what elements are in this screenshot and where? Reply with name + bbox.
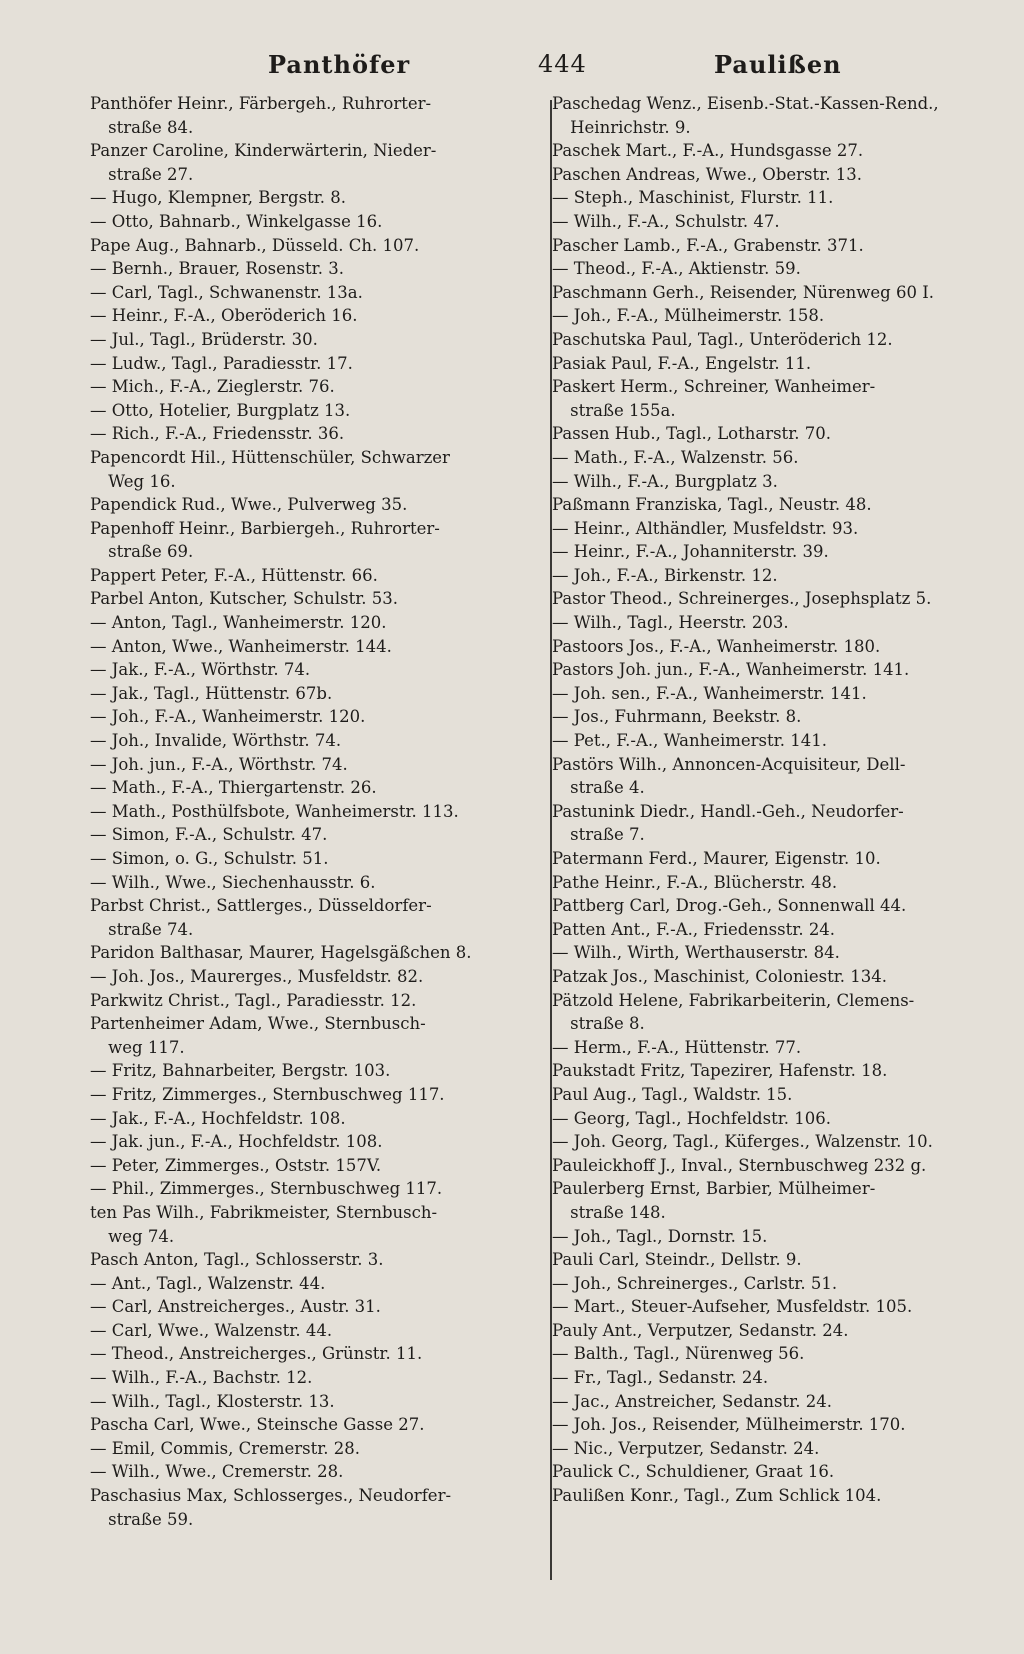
entry-text: — Simon, F.-A., Schulstr. 47.	[90, 825, 328, 845]
entry-text: Paschutska Paul, Tagl., Unteröderich 12.	[552, 329, 893, 349]
entry-text: — Theod., Anstreicherges., Grünstr. 11.	[90, 1344, 423, 1364]
entry-text: Patzak Jos., Maschinist, Coloniestr. 134.	[552, 966, 888, 986]
entry-text: — Steph., Maschinist, Flurstr. 11.	[552, 188, 834, 208]
entry-text: Paschasius Max, Schlosserges., Neudorfer-	[90, 1486, 452, 1506]
entry-text: Pauleickhoff J., Inval., Sternbuschweg 232 g.	[552, 1155, 927, 1175]
entry-text: — Wilh., F.-A., Schulstr. 47.	[552, 211, 780, 231]
entry-text: Papendick Rud., Wwe., Pulverweg 35.	[90, 495, 408, 515]
directory-entry	[552, 941, 1002, 965]
directory-entry	[552, 1390, 1002, 1414]
entry-text: Paridon Balthasar, Maurer, Hagelsgäßchen 8.	[90, 943, 472, 963]
entry-text: — Heinr., F.-A., Oberöderich 16.	[90, 306, 358, 326]
directory-entry	[90, 1295, 535, 1319]
directory-entry	[90, 1083, 535, 1107]
entry-text: Paschek Mart., F.-A., Hundsgasse 27.	[552, 141, 864, 161]
entry-text: — Jak., Tagl., Hüttenstr. 67b.	[90, 683, 333, 703]
entry-text: — Anton, Tagl., Wanheimerstr. 120.	[90, 613, 387, 633]
directory-entry	[552, 470, 1002, 494]
entry-text: Pauly Ant., Verputzer, Sedanstr. 24.	[552, 1320, 849, 1340]
directory-entry	[90, 1460, 535, 1484]
entry-text: — Anton, Wwe., Wanheimerstr. 144.	[90, 636, 392, 656]
directory-entry	[552, 918, 1002, 942]
directory-entry	[552, 1319, 1002, 1343]
directory-entry	[90, 517, 535, 564]
directory-entry	[90, 375, 535, 399]
directory-entry	[90, 1437, 535, 1461]
entry-text: — Wilh., F.-A., Burgplatz 3.	[552, 471, 778, 491]
entry-text: — Fritz, Zimmerges., Sternbuschweg 117.	[90, 1084, 445, 1104]
directory-entry	[90, 1012, 535, 1059]
directory-entry	[90, 729, 535, 753]
left-column	[90, 92, 535, 1531]
directory-entry	[552, 871, 1002, 895]
directory-entry	[552, 1248, 1002, 1272]
directory-entry	[552, 894, 1002, 918]
directory-entry	[552, 517, 1002, 541]
entry-text: — Math., Posthülfsbote, Wanheimerstr. 113.	[90, 801, 459, 821]
entry-continuation: weg 74.	[108, 1226, 175, 1246]
directory-entry	[552, 989, 1002, 1036]
entry-text: Parkwitz Christ., Tagl., Paradiesstr. 12.	[90, 990, 417, 1010]
entry-continuation: straße 69.	[108, 542, 194, 562]
directory-entry	[552, 1460, 1002, 1484]
entry-text: — Peter, Zimmerges., Oststr. 157V.	[90, 1155, 382, 1175]
directory-entry	[90, 611, 535, 635]
directory-entry	[552, 1225, 1002, 1249]
entry-text: — Carl, Tagl., Schwanenstr. 13a.	[90, 282, 363, 302]
directory-entry	[552, 446, 1002, 470]
directory-entry	[90, 281, 535, 305]
directory-entry	[90, 1366, 535, 1390]
directory-entry	[90, 446, 535, 493]
entry-text: Paschmann Gerh., Reisender, Nürenweg 60 I.	[552, 282, 934, 302]
directory-entry	[90, 304, 535, 328]
directory-entry	[90, 753, 535, 777]
entry-text: Panzer Caroline, Kinderwärterin, Nieder-	[90, 141, 437, 161]
directory-entry	[552, 234, 1002, 258]
directory-entry	[90, 965, 535, 989]
entry-text: — Carl, Wwe., Walzenstr. 44.	[90, 1320, 333, 1340]
entry-text: Pascher Lamb., F.-A., Grabenstr. 371.	[552, 235, 864, 255]
running-head-left: Panthöfer	[268, 50, 411, 79]
entry-text: — Joh., Schreinerges., Carlstr. 51.	[552, 1273, 838, 1293]
directory-entry	[552, 1437, 1002, 1461]
directory-entry	[552, 1107, 1002, 1131]
directory-entry	[90, 1413, 535, 1437]
entry-text: Paulick C., Schuldiener, Graat 16.	[552, 1462, 835, 1482]
entry-text: — Wilh., F.-A., Bachstr. 12.	[90, 1368, 313, 1388]
directory-entry	[90, 1272, 535, 1296]
entry-continuation: Heinrichstr. 9.	[570, 117, 691, 137]
entry-text: Pastors Joh. jun., F.-A., Wanheimerstr. 141.	[552, 660, 910, 680]
entry-text: Patermann Ferd., Maurer, Eigenstr. 10.	[552, 849, 881, 868]
directory-entry	[552, 1083, 1002, 1107]
directory-entry	[90, 871, 535, 895]
entry-continuation: straße 155a.	[570, 400, 676, 420]
directory-entry	[90, 800, 535, 824]
entry-text: Pauli Carl, Steindr., Dellstr. 9.	[552, 1250, 802, 1270]
entry-continuation: Weg 16.	[108, 471, 176, 491]
entry-text: — Rich., F.-A., Friedensstr. 36.	[90, 424, 345, 444]
entry-continuation: straße 148.	[570, 1202, 666, 1222]
directory-entry	[552, 1272, 1002, 1296]
entry-text: — Balth., Tagl., Nürenweg 56.	[552, 1344, 805, 1364]
directory-entry	[552, 1177, 1002, 1224]
directory-entry	[90, 493, 535, 517]
entry-text: — Jac., Anstreicher, Sedanstr. 24.	[552, 1391, 832, 1411]
entry-text: — Joh., Invalide, Wörthstr. 74.	[90, 731, 342, 751]
entry-text: — Jak., F.-A., Hochfeldstr. 108.	[90, 1108, 346, 1128]
entry-text: Paschen Andreas, Wwe., Oberstr. 13.	[552, 164, 862, 184]
entry-continuation: straße 84.	[108, 117, 194, 137]
entry-text: Patten Ant., F.-A., Friedensstr. 24.	[552, 919, 836, 939]
directory-entry	[552, 705, 1002, 729]
directory-entry	[552, 375, 1002, 422]
entry-text: — Joh. Jos., Maurerges., Musfeldstr. 82.	[90, 966, 424, 986]
entry-text: Paßmann Franziska, Tagl., Neustr. 48.	[552, 495, 872, 515]
directory-entry	[90, 1342, 535, 1366]
directory-entry	[552, 800, 1002, 847]
entry-text: — Bernh., Brauer, Rosenstr. 3.	[90, 259, 344, 279]
entry-text: — Herm., F.-A., Hüttenstr. 77.	[552, 1037, 802, 1057]
entry-text: — Otto, Hotelier, Burgplatz 13.	[90, 400, 351, 420]
directory-entry	[552, 564, 1002, 588]
entry-text: Paschedag Wenz., Eisenb.-Stat.-Kassen-Rend.,	[552, 94, 939, 113]
entry-text: — Wilh., Wwe., Siechenhausstr. 6.	[90, 872, 376, 892]
directory-entry	[90, 92, 535, 139]
entry-text: — Mart., Steuer-Aufseher, Musfeldstr. 105.	[552, 1297, 913, 1317]
directory-entry	[552, 1342, 1002, 1366]
right-column	[552, 92, 1002, 1508]
entry-text: — Joh., Tagl., Dornstr. 15.	[552, 1226, 768, 1246]
entry-text: — Simon, o. G., Schulstr. 51.	[90, 849, 329, 868]
entry-text: ten Pas Wilh., Fabrikmeister, Sternbusch-	[90, 1202, 438, 1222]
entry-text: — Theod., F.-A., Aktienstr. 59.	[552, 259, 801, 279]
entry-text: Pasch Anton, Tagl., Schlosserstr. 3.	[90, 1250, 384, 1270]
entry-text: — Emil, Commis, Cremerstr. 28.	[90, 1438, 361, 1458]
entry-text: Pastörs Wilh., Annoncen-Acquisiteur, Dell-	[552, 754, 906, 774]
directory-entry	[90, 941, 535, 965]
entry-text: Pastor Theod., Schreinerges., Josephsplatz 5.	[552, 589, 932, 609]
entry-continuation: weg 117.	[108, 1037, 185, 1057]
entry-text: Passen Hub., Tagl., Lotharstr. 70.	[552, 424, 831, 444]
directory-entry	[552, 304, 1002, 328]
entry-text: Pätzold Helene, Fabrikarbeiterin, Clemens-	[552, 990, 915, 1010]
directory-entry	[552, 1154, 1002, 1178]
directory-entry	[552, 965, 1002, 989]
entry-text: Panthöfer Heinr., Färbergeh., Ruhrorter-	[90, 94, 432, 113]
entry-text: Parbel Anton, Kutscher, Schulstr. 53.	[90, 589, 399, 609]
entry-text: — Joh. Georg, Tagl., Küferges., Walzenstr. 10.	[552, 1132, 933, 1152]
directory-entry	[90, 186, 535, 210]
entry-text: — Jos., Fuhrmann, Beekstr. 8.	[552, 707, 802, 727]
directory-entry	[90, 587, 535, 611]
entry-text: — Math., F.-A., Thiergartenstr. 26.	[90, 778, 377, 798]
entry-text: Paukstadt Fritz, Tapezirer, Hafenstr. 18.	[552, 1061, 888, 1081]
entry-text: Papenhoff Heinr., Barbiergeh., Ruhrorter-	[90, 518, 440, 538]
directory-entry	[90, 1201, 535, 1248]
directory-entry	[552, 1130, 1002, 1154]
entry-text: Pape Aug., Bahnarb., Düsseld. Ch. 107.	[90, 235, 420, 255]
directory-entry	[552, 328, 1002, 352]
entry-text: — Joh., F.-A., Wanheimerstr. 120.	[90, 707, 366, 727]
entry-text: — Jak., F.-A., Wörthstr. 74.	[90, 660, 311, 680]
page-number: 444	[538, 50, 587, 78]
directory-entry	[90, 564, 535, 588]
directory-entry	[552, 753, 1002, 800]
directory-entry	[90, 1390, 535, 1414]
directory-entry	[90, 1177, 535, 1201]
entry-continuation: straße 59.	[108, 1509, 194, 1529]
entry-text: — Mich., F.-A., Zieglerstr. 76.	[90, 377, 335, 397]
entry-text: — Wilh., Wwe., Cremerstr. 28.	[90, 1462, 344, 1482]
directory-entry	[90, 328, 535, 352]
entry-text: Pattberg Carl, Drog.-Geh., Sonnenwall 44.	[552, 896, 907, 916]
entry-text: — Carl, Anstreicherges., Austr. 31.	[90, 1297, 381, 1317]
directory-entry	[90, 1484, 535, 1531]
entry-text: — Joh. jun., F.-A., Wörthstr. 74.	[90, 754, 348, 774]
entry-text: Paskert Herm., Schreiner, Wanheimer-	[552, 377, 876, 397]
directory-entry	[90, 1248, 535, 1272]
entry-text: — Hugo, Klempner, Bergstr. 8.	[90, 188, 347, 208]
directory-entry	[90, 352, 535, 376]
entry-continuation: straße 8.	[570, 1014, 645, 1034]
entry-text: — Fritz, Bahnarbeiter, Bergstr. 103.	[90, 1061, 391, 1081]
directory-entry	[552, 352, 1002, 376]
directory-entry	[90, 139, 535, 186]
entry-text: Paul Aug., Tagl., Waldstr. 15.	[552, 1084, 793, 1104]
directory-entry	[90, 705, 535, 729]
directory-entry	[552, 1295, 1002, 1319]
directory-entry	[552, 281, 1002, 305]
entry-text: Paulißen Konr., Tagl., Zum Schlick 104.	[552, 1486, 882, 1506]
directory-entry	[90, 894, 535, 941]
entry-text: — Otto, Bahnarb., Winkelgasse 16.	[90, 211, 383, 231]
entry-continuation: straße 4.	[570, 778, 645, 798]
entry-text: — Joh., F.-A., Birkenstr. 12.	[552, 565, 778, 585]
directory-entry	[552, 422, 1002, 446]
directory-entry	[90, 210, 535, 234]
entry-text: — Ludw., Tagl., Paradiesstr. 17.	[90, 353, 353, 373]
entry-text: — Jul., Tagl., Brüderstr. 30.	[90, 329, 318, 349]
entry-text: — Math., F.-A., Walzenstr. 56.	[552, 447, 799, 467]
directory-entry	[552, 635, 1002, 659]
directory-entry	[552, 186, 1002, 210]
entry-text: Paulerberg Ernst, Barbier, Mülheimer-	[552, 1179, 876, 1199]
entry-text: — Pet., F.-A., Wanheimerstr. 141.	[552, 731, 827, 751]
directory-entry	[552, 1366, 1002, 1390]
directory-entry	[90, 635, 535, 659]
directory-entry	[90, 422, 535, 446]
entry-text: — Wilh., Wirth, Werthauserstr. 84.	[552, 943, 840, 963]
entry-text: — Phil., Zimmerges., Sternbuschweg 117.	[90, 1179, 443, 1199]
entry-text: Pastunink Diedr., Handl.-Geh., Neudorfer-	[552, 801, 904, 821]
directory-entry	[90, 776, 535, 800]
entry-text: — Joh., F.-A., Mülheimerstr. 158.	[552, 306, 825, 326]
entry-text: Pappert Peter, F.-A., Hüttenstr. 66.	[90, 565, 378, 585]
entry-text: — Heinr., F.-A., Johanniterstr. 39.	[552, 542, 829, 562]
entry-continuation: straße 7.	[570, 825, 645, 845]
directory-entry	[552, 540, 1002, 564]
directory-entry	[90, 658, 535, 682]
entry-text: Parbst Christ., Sattlerges., Düsseldorfer-	[90, 896, 432, 916]
directory-entry	[90, 823, 535, 847]
directory-entry	[90, 847, 535, 871]
directory-entry	[90, 234, 535, 258]
entry-text: — Joh. sen., F.-A., Wanheimerstr. 141.	[552, 683, 867, 703]
directory-entry	[552, 611, 1002, 635]
entry-text: — Ant., Tagl., Walzenstr. 44.	[90, 1273, 326, 1293]
entry-text: — Wilh., Tagl., Klosterstr. 13.	[90, 1391, 335, 1411]
directory-entry	[90, 1319, 535, 1343]
directory-entry	[552, 658, 1002, 682]
directory-entry	[90, 1107, 535, 1131]
entry-text: — Nic., Verputzer, Sedanstr. 24.	[552, 1438, 820, 1458]
entry-text: Pasiak Paul, F.-A., Engelstr. 11.	[552, 353, 812, 373]
directory-entry	[90, 989, 535, 1013]
directory-entry	[552, 92, 1002, 139]
directory-entry	[552, 257, 1002, 281]
entry-continuation: straße 27.	[108, 164, 194, 184]
directory-entry	[552, 729, 1002, 753]
running-head-right: Paulißen	[714, 50, 842, 79]
directory-entry	[552, 1036, 1002, 1060]
directory-entry	[552, 163, 1002, 187]
directory-entry	[552, 139, 1002, 163]
entry-text: Partenheimer Adam, Wwe., Sternbusch-	[90, 1014, 426, 1034]
entry-text: Pathe Heinr., F.-A., Blücherstr. 48.	[552, 872, 838, 892]
entry-text: — Joh. Jos., Reisender, Mülheimerstr. 170.	[552, 1415, 906, 1435]
directory-entry	[552, 1413, 1002, 1437]
directory-entry	[90, 1059, 535, 1083]
directory-entry	[552, 1059, 1002, 1083]
directory-entry	[552, 1484, 1002, 1508]
entry-text: — Fr., Tagl., Sedanstr. 24.	[552, 1368, 769, 1388]
entry-text: Pastoors Jos., F.-A., Wanheimerstr. 180.	[552, 636, 881, 656]
directory-entry	[90, 257, 535, 281]
directory-entry	[552, 587, 1002, 611]
directory-entry	[90, 399, 535, 423]
directory-entry	[552, 210, 1002, 234]
directory-entry	[552, 847, 1002, 871]
entry-continuation: straße 74.	[108, 919, 194, 939]
directory-entry	[90, 1130, 535, 1154]
entry-text: — Jak. jun., F.-A., Hochfeldstr. 108.	[90, 1132, 383, 1152]
entry-text: Pascha Carl, Wwe., Steinsche Gasse 27.	[90, 1415, 425, 1435]
directory-entry	[90, 1154, 535, 1178]
entry-text: — Georg, Tagl., Hochfeldstr. 106.	[552, 1108, 832, 1128]
directory-entry	[552, 682, 1002, 706]
entry-text: Papencordt Hil., Hüttenschüler, Schwarzer	[90, 447, 450, 467]
directory-entry	[90, 682, 535, 706]
entry-text: — Heinr., Althändler, Musfeldstr. 93.	[552, 518, 859, 538]
directory-entry	[552, 493, 1002, 517]
entry-text: — Wilh., Tagl., Heerstr. 203.	[552, 613, 789, 633]
